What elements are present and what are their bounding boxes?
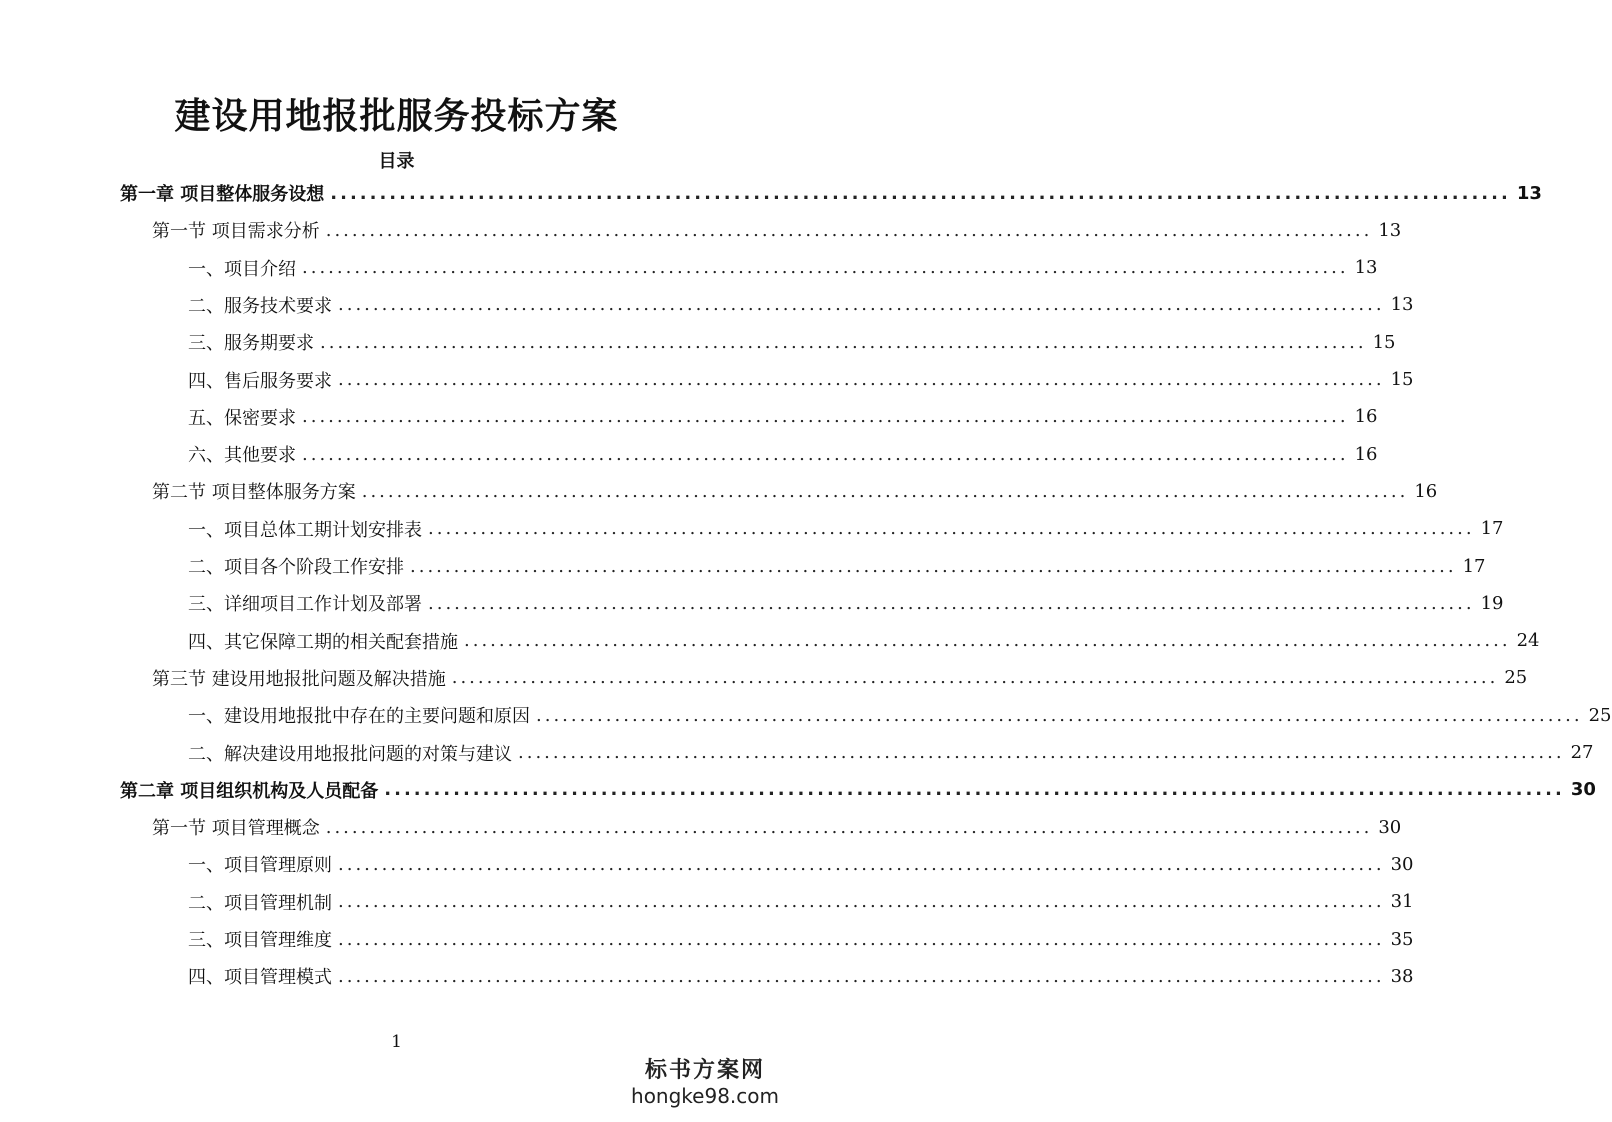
toc-entry-label: 一、项目总体工期计划安排表 xyxy=(188,519,422,541)
toc-leader-dots: ........................................................................................................................ xyxy=(330,182,1511,204)
toc-leader-dots: ........................................................................................................................ xyxy=(302,406,1349,428)
toc-entry-label: 二、解决建设用地报批问题的对策与建议 xyxy=(188,743,512,765)
toc-entry-page: 25 xyxy=(1588,704,1612,726)
toc-entry-label: 二、服务技术要求 xyxy=(188,295,332,317)
toc-leader-dots: ........................................................................................................................ xyxy=(338,891,1385,913)
toc-entry[interactable] xyxy=(188,700,1612,730)
toc-entry[interactable] xyxy=(188,514,1504,544)
toc-entry-page: 30 xyxy=(1390,853,1414,875)
toc-entry[interactable] xyxy=(152,476,1438,506)
toc-entry-label: 第二章 项目组织机构及人员配备 xyxy=(120,780,379,802)
toc-entry-page: 16 xyxy=(1354,443,1378,465)
toc-leader-dots: ........................................................................................................................ xyxy=(302,257,1349,279)
toc-leader-dots: ........................................................................................................................ xyxy=(325,816,1373,838)
toc-entry[interactable] xyxy=(188,887,1414,917)
toc-leader-dots: ........................................................................................................................ xyxy=(325,219,1373,241)
toc-entry-label: 第一节 项目管理概念 xyxy=(152,818,320,840)
toc-leader-dots: ........................................................................................................................ xyxy=(338,369,1385,390)
toc-entry-label: 四、售后服务要求 xyxy=(188,370,332,392)
toc-entry-label: 第一章 项目整体服务设想 xyxy=(120,184,325,205)
toc-entry-page: 17 xyxy=(1462,555,1486,577)
toc-leader-dots: ........................................................................................................................ xyxy=(361,480,1409,502)
toc-entry[interactable] xyxy=(188,402,1378,432)
toc-entry[interactable] xyxy=(188,551,1486,581)
toc-entry-label: 三、服务期要求 xyxy=(188,333,314,355)
toc-leader-dots: ........................................................................................................................ xyxy=(338,928,1385,950)
toc-heading: 目录 xyxy=(378,151,415,172)
toc-entry-label: 第二节 项目整体服务方案 xyxy=(152,482,356,504)
toc-entry-page: 13 xyxy=(1378,219,1402,241)
toc-entry[interactable] xyxy=(188,849,1414,879)
toc-entry[interactable] xyxy=(188,253,1378,283)
toc-entry-label: 二、项目管理机制 xyxy=(188,892,332,914)
toc-entry[interactable] xyxy=(120,178,1542,208)
toc-entry-page: 13 xyxy=(1354,257,1378,279)
toc-entry-label: 六、其他要求 xyxy=(188,445,296,467)
toc-leader-dots: ........................................................................................................................ xyxy=(338,294,1385,316)
toc-leader-dots: ........................................................................................................................ xyxy=(338,965,1385,987)
document-title: 建设用地报批服务投标方案 xyxy=(174,96,619,137)
toc-entry-page: 19 xyxy=(1480,592,1504,614)
toc-entry[interactable] xyxy=(188,327,1396,357)
toc-entry-label: 一、项目管理原则 xyxy=(188,855,332,877)
toc-entry-label: 三、详细项目工作计划及部署 xyxy=(188,594,422,616)
toc-entry-label: 五、保密要求 xyxy=(188,407,296,429)
toc-leader-dots: ........................................................................................................................ xyxy=(384,779,1565,801)
toc-entry-page: 13 xyxy=(1516,182,1542,204)
toc-entry[interactable] xyxy=(188,588,1504,618)
toc-entry-label: 二、项目各个阶段工作安排 xyxy=(188,557,404,578)
toc-entry-label: 第一节 项目需求分析 xyxy=(152,221,320,243)
toc-entry-label: 第三节 建设用地报批问题及解决措施 xyxy=(152,668,446,690)
toc-leader-dots: ........................................................................................................................ xyxy=(428,592,1475,614)
toc-entry-page: 16 xyxy=(1414,480,1438,502)
toc-entry-page: 30 xyxy=(1378,816,1402,838)
toc-entry[interactable] xyxy=(188,738,1594,768)
toc-entry[interactable] xyxy=(188,961,1414,991)
toc-leader-dots: ........................................................................................................................ xyxy=(536,704,1583,726)
toc-entry[interactable] xyxy=(152,663,1528,693)
toc-entry-page: 13 xyxy=(1390,294,1414,316)
toc-entry-label: 四、其它保障工期的相关配套措施 xyxy=(188,631,458,653)
toc-entry-label: 四、项目管理模式 xyxy=(188,967,332,989)
toc-entry[interactable] xyxy=(152,215,1402,245)
toc-entry[interactable] xyxy=(188,626,1540,656)
watermark-logo xyxy=(631,1053,779,1108)
watermark-brand: 标书方案网 xyxy=(645,1058,766,1083)
toc-entry[interactable] xyxy=(120,775,1596,805)
toc-entry[interactable] xyxy=(188,290,1414,320)
toc-entry-page: 24 xyxy=(1516,630,1540,652)
toc-entry-page: 38 xyxy=(1390,965,1414,987)
toc-entry-page: 25 xyxy=(1504,667,1528,689)
toc-entry[interactable] xyxy=(188,924,1414,954)
toc-leader-dots: ........................................................................................................................ xyxy=(451,667,1499,689)
toc-leader-dots: ........................................................................................................................ xyxy=(302,443,1349,465)
page-number: 1 xyxy=(391,1032,402,1052)
toc-entry-page: 16 xyxy=(1354,406,1378,428)
toc-entry-page: 15 xyxy=(1390,369,1414,390)
toc-leader-dots: ........................................................................................................................ xyxy=(320,331,1367,353)
toc-entry-page: 17 xyxy=(1480,518,1504,540)
toc-entry[interactable] xyxy=(188,365,1414,395)
toc-entry[interactable] xyxy=(188,439,1378,469)
watermark-url: hongke98.com xyxy=(631,1084,779,1108)
toc-entry-page: 15 xyxy=(1372,331,1396,353)
toc-entry-page: 30 xyxy=(1570,779,1596,801)
toc-entry-page: 31 xyxy=(1390,891,1414,913)
toc-entry-label: 一、建设用地报批中存在的主要问题和原因 xyxy=(188,706,530,728)
toc-entry-label: 一、项目介绍 xyxy=(188,258,296,280)
toc-entry-page: 35 xyxy=(1390,928,1414,950)
toc-leader-dots: ........................................................................................................................ xyxy=(410,555,1457,577)
toc-entry[interactable] xyxy=(152,812,1402,842)
toc-leader-dots: ........................................................................................................................ xyxy=(518,742,1565,763)
toc-entry-page: 27 xyxy=(1570,742,1594,763)
toc-entry-label: 三、项目管理维度 xyxy=(188,930,332,951)
toc-leader-dots: ........................................................................................................................ xyxy=(428,518,1475,540)
toc-leader-dots: ........................................................................................................................ xyxy=(464,630,1511,652)
toc-leader-dots: ........................................................................................................................ xyxy=(338,853,1385,875)
